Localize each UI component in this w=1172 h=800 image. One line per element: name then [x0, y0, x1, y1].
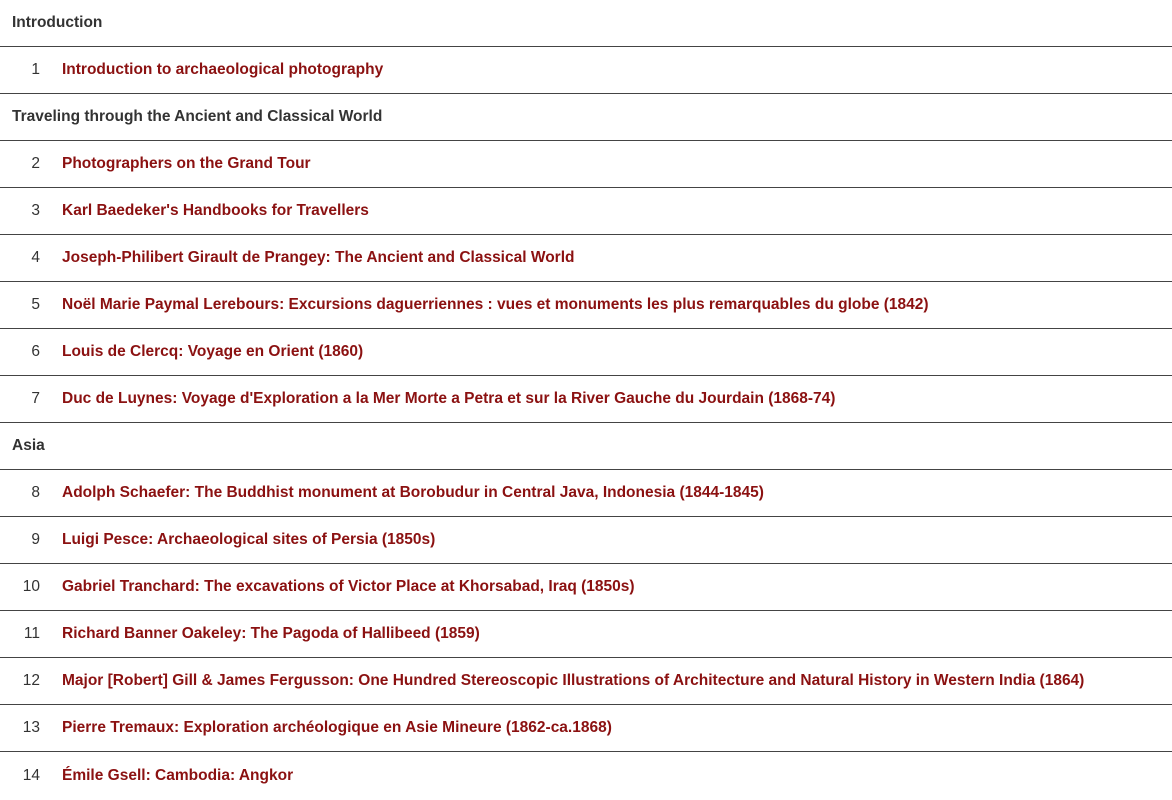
- chapter-number: 3: [31, 202, 40, 219]
- section-heading: [0, 94, 1172, 141]
- toc-row: [0, 752, 1172, 799]
- toc-row: [0, 235, 1172, 282]
- chapter-number: 12: [22, 672, 40, 689]
- toc-row: [0, 282, 1172, 329]
- chapter-number: 1: [31, 61, 40, 78]
- chapter-link[interactable]: Luigi Pesce: Archaeological sites of Persia (1850s): [62, 531, 436, 548]
- section-heading-label: Asia: [12, 437, 45, 454]
- toc-row: [0, 47, 1172, 94]
- chapter-number: 13: [22, 719, 40, 736]
- chapter-number: 7: [31, 390, 40, 407]
- chapter-link[interactable]: Pierre Tremaux: Exploration archéologique en Asie Mineure (1862-ca.1868): [62, 719, 612, 736]
- chapter-number: 5: [31, 296, 40, 313]
- toc-row: [0, 376, 1172, 423]
- toc-row: [0, 517, 1172, 564]
- chapter-link[interactable]: Introduction to archaeological photography: [62, 61, 384, 78]
- chapter-link[interactable]: Émile Gsell: Cambodia: Angkor: [62, 766, 294, 784]
- chapter-number: 11: [23, 625, 40, 642]
- chapter-number: 4: [31, 249, 40, 266]
- toc-row: [0, 470, 1172, 517]
- toc-row: [0, 564, 1172, 611]
- chapter-link[interactable]: Richard Banner Oakeley: The Pagoda of Hallibeed (1859): [62, 625, 480, 642]
- chapter-link[interactable]: Louis de Clercq: Voyage en Orient (1860): [62, 343, 364, 360]
- chapter-number: 10: [22, 578, 40, 595]
- section-heading-label: Introduction: [12, 14, 103, 31]
- chapter-number: 6: [31, 343, 40, 360]
- chapter-number: 8: [31, 484, 40, 501]
- section-heading: [0, 423, 1172, 470]
- chapter-link[interactable]: Major [Robert] Gill & James Fergusson: One Hundred Stereoscopic Illustrations of Architecture and Natural History in Western India (1864): [62, 672, 1085, 689]
- chapter-link[interactable]: Photographers on the Grand Tour: [62, 155, 311, 172]
- chapter-number: 2: [31, 155, 40, 172]
- chapter-link[interactable]: Duc de Luynes: Voyage d'Exploration a la Mer Morte a Petra et sur la River Gauche du Jourdain (1868-74): [62, 390, 836, 407]
- toc-row: [0, 141, 1172, 188]
- toc-row: [0, 188, 1172, 235]
- toc-row: [0, 611, 1172, 658]
- chapter-link[interactable]: Joseph-Philibert Girault de Prangey: The Ancient and Classical World: [62, 249, 575, 266]
- chapter-link[interactable]: Karl Baedeker's Handbooks for Travellers: [62, 202, 369, 219]
- section-heading-label: Traveling through the Ancient and Classical World: [12, 108, 383, 125]
- toc-row: [0, 658, 1172, 705]
- chapter-number: 9: [31, 531, 40, 548]
- toc-row: [0, 329, 1172, 376]
- chapter-link[interactable]: Adolph Schaefer: The Buddhist monument at Borobudur in Central Java, Indonesia (1844-1845): [62, 484, 764, 501]
- chapter-link[interactable]: Gabriel Tranchard: The excavations of Victor Place at Khorsabad, Iraq (1850s): [62, 578, 635, 595]
- chapter-link[interactable]: Noël Marie Paymal Lerebours: Excursions daguerriennes : vues et monuments les plus remarquables du globe (1842): [62, 296, 929, 313]
- toc-row: [0, 705, 1172, 752]
- chapter-number: 14: [22, 766, 40, 784]
- section-heading: [0, 0, 1172, 47]
